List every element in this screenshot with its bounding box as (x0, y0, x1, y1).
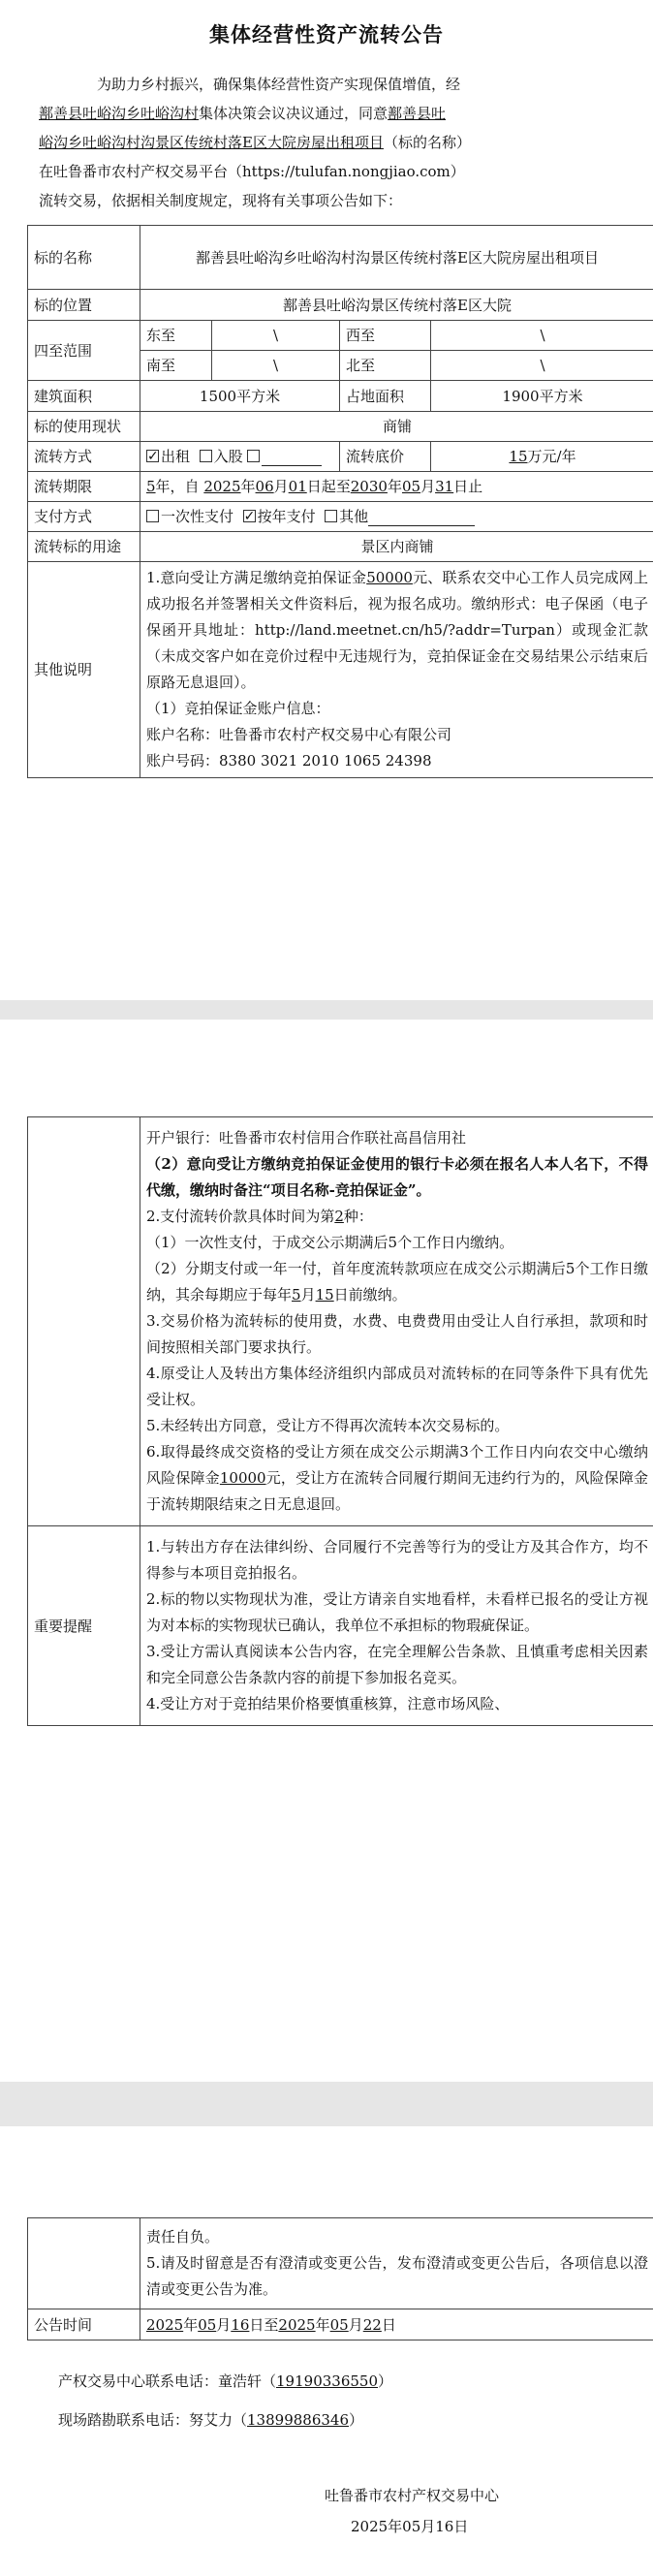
year-text: 年 (240, 478, 256, 495)
payment-once: （1）一次性支付，于成交公示期满后5个工作日内缴纳。 (146, 1234, 514, 1251)
base-price-value: 15 (509, 448, 528, 465)
west-value: \ (431, 321, 653, 351)
time-label: 公告时间 (28, 2309, 140, 2340)
month-text: 月 (420, 478, 436, 495)
priority-note: 4.原受让人及转出方集体经济组织内部成员对流转标的在同等条件下具有优先受让权。 (146, 1365, 648, 1408)
term-end-text: 日止 (453, 478, 483, 495)
pay-opt-yearly: 按年支付 (257, 508, 316, 525)
intro-text: 集体决策会议决议通过，同意 (199, 105, 389, 122)
project-name: 峪沟乡吐峪沟村沟景区传统村落E区大院房屋出租项目 (39, 134, 384, 151)
term-start-month: 06 (255, 478, 274, 495)
notice-content-continued (140, 2218, 653, 2309)
notice-item-5: 5.请及时留意是否有澄清或变更公告，发布澄清或变更公告后，各项信息以澄清或变更公告为准。 (146, 2254, 648, 2298)
checkbox-icon[interactable] (247, 450, 260, 462)
notice-item-4: 4.受让方对于竞拍结果价格要慎重核算，注意市场风险、 (146, 1695, 510, 1712)
contact-exchange-phone[interactable]: 19190336550 (276, 2372, 378, 2390)
east-label: 东至 (140, 321, 212, 351)
term-start-text: 日起至 (306, 478, 351, 495)
price-note: 3.交易价格为流转标的使用费，水费、电费费用由受让人自行承担，款项和时间按照相关部门要求执行。 (146, 1312, 648, 1356)
pay-other-blank (368, 510, 475, 526)
location-label: 标的位置 (28, 290, 140, 321)
notice-label-continued (28, 2218, 140, 2309)
page-separator (0, 2082, 653, 2126)
project-name-start: 鄯善县吐 (388, 105, 447, 122)
deposit-card-notice: （2）意向受让方缴纳竞拍保证金使用的银行卡必须在报名人本人名下，不得代缴，缴纳时备注“项目名称-竞拍保证金”。 (146, 1155, 648, 1199)
other-text: （2）分期支付或一年一付，首年度流转款项应在成交公示期满后5个工作日缴纳，其余每期应于每年 (146, 1260, 648, 1304)
risk-deposit-note (146, 1439, 648, 1518)
intro-paragraph (39, 70, 620, 215)
time-start-year: 2025 (146, 2315, 184, 2334)
pay-opt-other: 其他 (339, 508, 369, 525)
page-2 (0, 1020, 653, 2082)
location-value: 鄯善县吐峪沟景区传统村落E区大院 (140, 290, 653, 321)
other-text: 元，受让方在流转合同履行期间无违约行为的，风险保障金于流转期限结束之日无息退回。 (146, 1469, 648, 1513)
north-label: 北至 (340, 351, 431, 381)
time-start-day: 16 (231, 2315, 250, 2334)
checkbox-checked-icon[interactable] (146, 450, 159, 462)
method-label: 流转方式 (28, 442, 140, 472)
month-text: 月 (348, 2315, 363, 2334)
method-opt-lease: 出租 (161, 448, 191, 465)
payment-day: 15 (315, 1286, 334, 1304)
pay-options (140, 502, 653, 532)
intro-text: （标的名称） (383, 134, 471, 151)
page-1 (0, 0, 653, 1000)
area-label: 建筑面积 (28, 381, 140, 412)
name-value: 鄯善县吐峪沟乡吐峪沟村沟景区传统村落E区大院房屋出租项目 (140, 226, 653, 290)
term-years: 5 (146, 478, 156, 495)
other-text: 日前缴纳。 (333, 1286, 407, 1304)
checkbox-checked-icon[interactable] (243, 510, 256, 522)
other-text: 1.意向受让方满足缴纳竞拍保证金 (146, 569, 367, 586)
term-end-day: 31 (435, 478, 454, 495)
base-price (431, 442, 653, 472)
bank-name: 开户银行：吐鲁番市农村信用合作联社高昌信用社 (146, 1129, 467, 1147)
notice-content (140, 1526, 653, 1726)
term-end-month: 05 (401, 478, 421, 495)
other-text: 元、联系农交中心工作人员完成网上成功报名并签署相关文件资料后，视为报名成功。缴纳形式：电子保函（电子保函开具地址：http://land.meetnet.cn/h5/?addr=Turpan）或现金汇款（未成交客户如在竞价过程中无违规行为，竞拍保证金在交易结果公示结束后原路无息退回）。 (146, 569, 648, 691)
term-start-day: 01 (288, 478, 307, 495)
south-value: \ (212, 351, 340, 381)
contact-text: 产权交易中心联系电话：童浩轩（ (58, 2372, 277, 2390)
payment-month: 5 (292, 1286, 301, 1304)
notice-label: 重要提醒 (28, 1526, 140, 1726)
east-value: \ (212, 321, 340, 351)
contact-site-phone[interactable]: 13899886346 (247, 2411, 349, 2429)
year-text: 年 (183, 2315, 199, 2334)
contact-site (58, 2407, 363, 2433)
base-price-unit: 万元/年 (527, 448, 576, 465)
contact-exchange (58, 2369, 392, 2394)
payment-type-number: 2 (334, 1208, 344, 1225)
account-name: 账户名称：吐鲁番市农村产权交易中心有限公司 (146, 726, 452, 743)
term-start-year: 2025 (203, 478, 241, 495)
notice-item-4-end: 责任自负。 (146, 2228, 220, 2246)
intro-line-1: 为助力乡村振兴，确保集体经营性资产实现保值增值，经 (97, 76, 461, 93)
intro-line-4: 在吐鲁番市农村产权交易平台（https://tulufan.nongjiao.com） (39, 163, 465, 180)
other-text: 2.支付流转价款具体时间为第 (146, 1208, 335, 1225)
term-label: 流转期限 (28, 472, 140, 502)
other-label-continued (28, 1117, 140, 1526)
area-value: 1500平方米 (140, 381, 340, 412)
method-opt-share: 入股 (213, 448, 243, 465)
other-content (140, 562, 653, 778)
no-resale-note: 5.未经转出方同意，受让方不得再次流转本次交易标的。 (146, 1417, 510, 1434)
other-label: 其他说明 (28, 562, 140, 778)
use-value: 景区内商铺 (140, 532, 653, 562)
contact-text: ） (378, 2372, 393, 2390)
intro-line-2 (39, 99, 620, 128)
other-content-continued (140, 1117, 653, 1526)
term-value (140, 472, 653, 502)
time-value (140, 2309, 653, 2340)
term-text: 年，自 (155, 478, 200, 495)
village-name: 鄯善县吐峪沟乡吐峪沟村 (39, 105, 200, 122)
page-3 (0, 2126, 653, 2576)
payment-installment (146, 1256, 648, 1308)
announcement-title: 集体经营性资产流转公告 (209, 22, 444, 47)
contact-text: 现场踏勘联系电话：努艾力（ (58, 2411, 248, 2429)
deposit-amount: 50000 (366, 569, 413, 586)
status-value: 商铺 (140, 412, 653, 442)
method-options (140, 442, 340, 472)
time-start-month: 05 (198, 2315, 217, 2334)
land-label: 占地面积 (340, 381, 431, 412)
time-end-year: 2025 (278, 2315, 316, 2334)
method-opt-other-blank (262, 450, 322, 466)
north-value: \ (431, 351, 653, 381)
status-label: 标的使用现状 (28, 412, 140, 442)
month-text: 月 (216, 2315, 232, 2334)
risk-deposit-amount: 10000 (219, 1469, 266, 1487)
time-end-month: 05 (329, 2315, 349, 2334)
checkbox-icon[interactable] (325, 510, 337, 522)
announcement-table-part-2 (27, 1116, 653, 1726)
payment-time-type (146, 1204, 648, 1230)
other-text: 6.取得最终成交资格的受让方须在成交公示期满3个工作日内向农交中心缴纳风险保障金 (146, 1443, 648, 1487)
signature-org: 吐鲁番市农村产权交易中心 (325, 2487, 500, 2504)
term-end-year: 2030 (350, 478, 388, 495)
year-text: 年 (315, 2315, 330, 2334)
checkbox-icon[interactable] (146, 510, 159, 522)
pay-opt-once: 一次性支付 (161, 508, 234, 525)
pay-label: 支付方式 (28, 502, 140, 532)
time-to-text: 日至 (249, 2315, 279, 2334)
time-end-text: 日 (381, 2315, 396, 2334)
year-text: 年 (387, 478, 402, 495)
account-number: 账户号码：8380 3021 2010 1065 24398 (146, 752, 432, 770)
use-label: 流转标的用途 (28, 532, 140, 562)
base-price-label: 流转底价 (340, 442, 431, 472)
month-text: 月 (273, 478, 289, 495)
intro-line-3 (39, 128, 620, 157)
bounds-label: 四至范围 (28, 321, 140, 381)
notice-item-3: 3.受让方需认真阅读本公告内容，在完全理解公告条款、且慎重考虑相关因素和完全同意公告条款内容的前提下参加报名竞买。 (146, 1643, 648, 1686)
other-paragraph-2: （1）竞拍保证金账户信息： (146, 700, 330, 717)
notice-item-1: 1.与转出方存在法律纠纷、合同履行不完善等行为的受让方及其合作方，均不得参与本项目竞拍报名。 (146, 1538, 648, 1582)
signature-date: 2025年05月16日 (351, 2518, 469, 2535)
time-end-day: 22 (362, 2315, 382, 2334)
contact-text: ） (349, 2411, 364, 2429)
announcement-table-part-3 (27, 2217, 653, 2340)
south-label: 南至 (140, 351, 212, 381)
other-paragraph-1 (146, 565, 648, 696)
other-text: 种： (343, 1208, 373, 1225)
page-separator (0, 1000, 653, 1020)
land-value: 1900平方米 (431, 381, 653, 412)
other-text: 月 (300, 1286, 316, 1304)
name-label: 标的名称 (28, 226, 140, 290)
intro-line-5: 流转交易，依据相关制度规定，现将有关事项公告如下： (39, 192, 403, 209)
announcement-table-part-1 (27, 225, 653, 778)
west-label: 西至 (340, 321, 431, 351)
notice-item-2: 2.标的物以实物现状为准，受让方请亲自实地看样，未看样已报名的受让方视为对本标的实物现状已确认，我单位不承担标的物瑕疵保证。 (146, 1590, 648, 1634)
checkbox-icon[interactable] (200, 450, 212, 462)
